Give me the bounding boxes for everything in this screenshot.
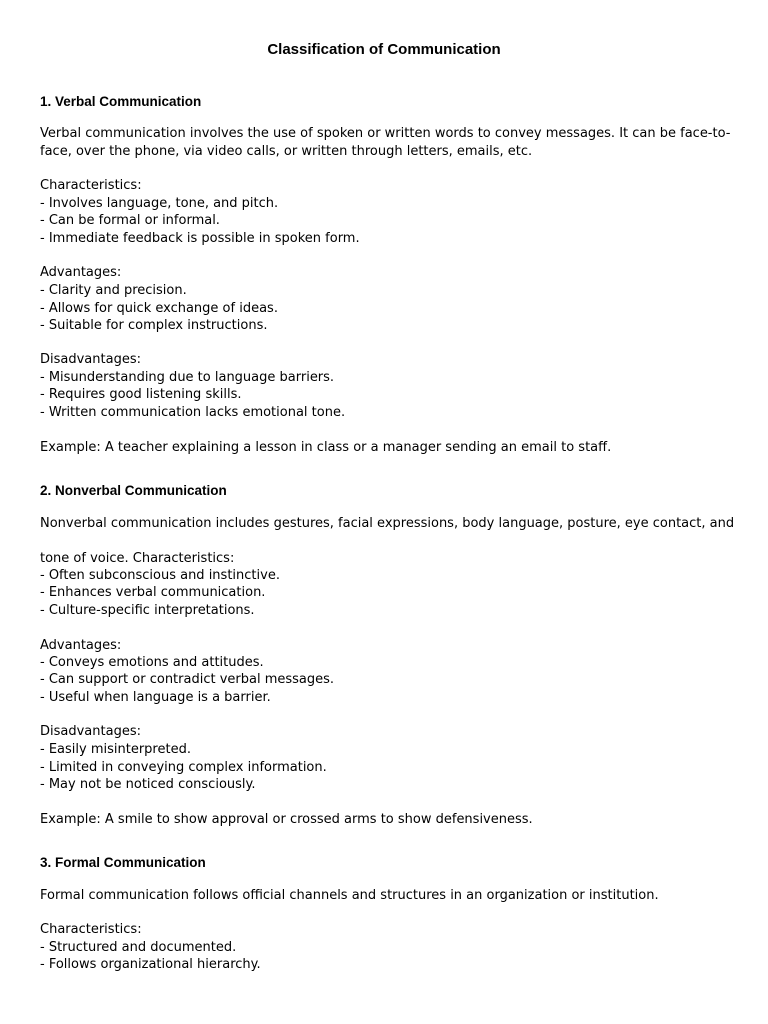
body-line: Nonverbal communication includes gestures, facial expressions, body language, posture, eye contact, and [40,516,735,531]
body-line: Advantages: [40,638,122,653]
body-line: - Immediate feedback is possible in spoken form. [40,231,360,246]
body-line: - Conveys emotions and attitudes. [40,655,264,670]
section-heading: 2. Nonverbal Communication [40,483,227,498]
body-line: - Culture-specific interpretations. [40,603,255,618]
body-line: Characteristics: [40,922,142,937]
body-line: Characteristics: [40,178,142,193]
section-heading: 3. Formal Communication [40,855,206,870]
body-line: Formal communication follows official channels and structures in an organization or institution. [40,888,659,903]
body-line: - Enhances verbal communication. [40,585,266,600]
body-line: Example: A smile to show approval or crossed arms to show defensiveness. [40,812,533,827]
body-line: - May not be noticed consciously. [40,777,256,792]
body-line: tone of voice. Characteristics: [40,551,235,566]
body-line: Verbal communication involves the use of spoken or written words to convey messages. It can be face-to- [40,126,731,141]
body-line: - Easily misinterpreted. [40,742,191,757]
body-line: - Suitable for complex instructions. [40,318,268,333]
body-line: - Allows for quick exchange of ideas. [40,301,278,316]
body-line: face, over the phone, via video calls, or written through letters, emails, etc. [40,144,533,159]
body-line: - Requires good listening skills. [40,387,242,402]
body-line: - Often subconscious and instinctive. [40,568,280,583]
section-heading: 1. Verbal Communication [40,94,202,109]
body-line: Disadvantages: [40,724,141,739]
body-line: - Useful when language is a barrier. [40,690,271,705]
body-line: - Misunderstanding due to language barriers. [40,370,335,385]
document-title: Classification of Communication [267,41,501,58]
body-line: - Can support or contradict verbal messages. [40,672,335,687]
body-line: - Written communication lacks emotional tone. [40,405,346,420]
body-line: - Clarity and precision. [40,283,187,298]
body-line: - Structured and documented. [40,940,237,955]
body-line: Example: A teacher explaining a lesson in class or a manager sending an email to staff. [40,440,612,455]
body-line: Disadvantages: [40,352,141,367]
body-line: Advantages: [40,265,122,280]
body-line: - Can be formal or informal. [40,213,220,228]
body-line: - Involves language, tone, and pitch. [40,196,279,211]
body-line: - Follows organizational hierarchy. [40,957,261,972]
body-line: - Limited in conveying complex information. [40,760,327,775]
